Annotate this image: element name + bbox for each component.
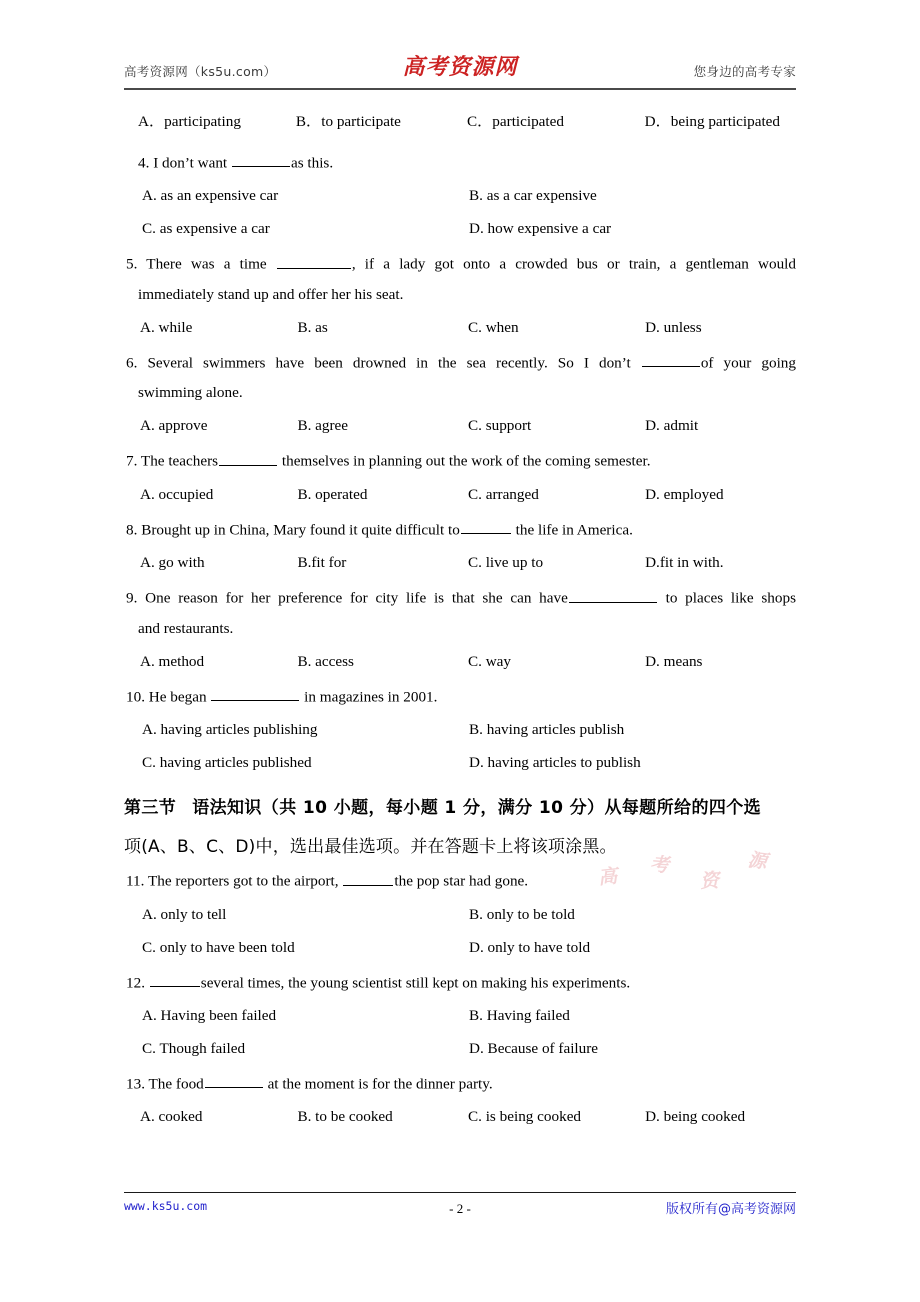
question-11-stem-after: the pop star had gone. <box>394 872 529 890</box>
answer-blank <box>219 450 277 465</box>
answer-blank <box>277 253 351 268</box>
header-logo: 高考资源网 <box>402 55 518 80</box>
question-4-options-row-1 <box>124 187 796 205</box>
answer-blank <box>150 972 200 987</box>
answer-blank <box>343 870 393 885</box>
option-d: D. being cooked <box>645 1108 746 1126</box>
question-5-stem-line-1 <box>124 253 796 273</box>
option-a: A. having articles publishing <box>142 721 318 739</box>
question-3-options <box>124 110 796 131</box>
question-13-stem-before: 13. The food <box>126 1075 204 1093</box>
question-4-stem <box>124 152 796 172</box>
question-6-stem-before: 6. Several swimmers have been drowned in the sea recently. So I don’t <box>126 354 641 372</box>
answer-blank <box>205 1073 263 1088</box>
answer-blank <box>642 352 700 367</box>
question-9-stem-before: 9. One reason for her preference for city life is that she can have <box>126 589 568 607</box>
option-d: D．being participated <box>644 113 781 130</box>
page-footer <box>124 1195 796 1221</box>
option-a: A. go with <box>140 554 205 572</box>
option-b: B．to participate <box>295 113 401 130</box>
option-d: D. only to have told <box>469 938 591 956</box>
question-10-stem-before: 10. He began <box>126 688 211 706</box>
question-8-stem-before: 8. Brought up in China, Mary found it quite difficult to <box>126 521 460 539</box>
option-d: D. how expensive a car <box>469 220 612 238</box>
question-10-options-row-2 <box>124 754 796 772</box>
watermark-char-3: 资 <box>699 869 720 893</box>
question-7-stem-before: 7. The teachers <box>126 452 219 470</box>
option-d: D. means <box>645 652 703 670</box>
question-10-stem-after: in magazines in 2001. <box>300 688 438 706</box>
option-d: D.fit in with. <box>645 554 724 572</box>
question-13-options <box>124 1108 796 1126</box>
question-5-stem-after: , if a lady got onto a crowded bus or train, a gentleman would <box>351 255 796 273</box>
header-slogan: 您身边的高考专家 <box>693 64 796 79</box>
question-4-stem-before: 4. I don’t want <box>138 154 231 172</box>
footer-page-number: - 2 - <box>449 1201 471 1216</box>
watermark-char-1: 高 <box>597 865 619 889</box>
answer-blank <box>211 686 299 701</box>
option-b: B. to be cooked <box>297 1108 393 1126</box>
option-a: A. occupied <box>140 485 214 503</box>
option-a: A. cooked <box>140 1108 203 1126</box>
question-7-stem <box>124 450 796 470</box>
header-site-name: 高考资源网（ks5u.com） <box>124 64 277 79</box>
question-5-stem-before: 5. There was a time <box>126 255 276 273</box>
question-9-stem-line-1 <box>124 587 796 607</box>
question-11-stem <box>124 870 796 890</box>
section-heading-line-2: 项(A、B、C、D)中，选出最佳选项。并在答题卡上将该项涂黑。 <box>124 837 617 858</box>
question-5-stem-line-2: immediately stand up and offer her his seat. <box>138 285 404 303</box>
option-d: D. employed <box>645 485 724 503</box>
question-8-stem-after: the life in America. <box>511 521 633 539</box>
footer-divider <box>124 1192 796 1193</box>
question-10-stem <box>124 686 796 706</box>
option-c: C. live up to <box>467 554 544 572</box>
watermark-char-2: 考 <box>649 853 670 877</box>
footer-website-link[interactable]: www.ks5u.com <box>124 1199 208 1213</box>
option-d: D. admit <box>645 417 699 435</box>
question-8-stem <box>124 519 796 539</box>
question-12-stem <box>124 972 796 992</box>
page-header <box>124 52 796 90</box>
option-b: B. as <box>297 318 328 336</box>
option-a: A. as an expensive car <box>142 187 279 205</box>
question-12-stem-after: several times, the young scientist still kept on making his experiments. <box>200 973 631 991</box>
question-12-options-row-1 <box>124 1007 796 1025</box>
option-c: C. Though failed <box>142 1039 246 1057</box>
option-c: C．participated <box>466 113 564 130</box>
option-a: A. approve <box>140 417 208 435</box>
question-11-stem-before: 11. The reporters got to the airport, <box>126 872 343 890</box>
answer-blank <box>461 519 511 534</box>
option-c: C. having articles published <box>142 754 312 772</box>
exam-content <box>124 110 796 1126</box>
option-b: B. having articles publish <box>469 721 625 739</box>
question-13-stem <box>124 1073 796 1093</box>
question-11-options-row-2 <box>124 939 796 957</box>
question-7-stem-after: themselves in planning out the work of the coming semester. <box>278 452 651 470</box>
question-11-options-row-1 <box>124 906 796 924</box>
option-b: B. operated <box>297 485 368 503</box>
option-a: A. while <box>140 318 193 336</box>
option-b: B.fit for <box>297 554 347 572</box>
question-13-stem-after: at the moment is for the dinner party. <box>263 1075 493 1093</box>
option-a: A. method <box>140 652 205 670</box>
option-d: D. Because of failure <box>469 1039 599 1057</box>
section-title: 第三节 <box>124 798 177 819</box>
option-c: C. only to have been told <box>142 938 295 956</box>
question-9-stem-after: to places like shops <box>657 589 796 607</box>
question-12-options-row-2 <box>124 1040 796 1058</box>
option-c: C. is being cooked <box>467 1108 582 1126</box>
question-6-stem-line-2: swimming alone. <box>138 384 243 402</box>
footer-copyright: 版权所有@高考资源网 <box>665 1202 796 1217</box>
question-6-stem-after: of your going <box>700 354 796 372</box>
question-5-options <box>124 319 796 337</box>
question-12-stem-before: 12. <box>126 973 149 991</box>
option-d: D. having articles to publish <box>469 754 641 772</box>
answer-blank <box>232 152 290 167</box>
section-heading-line-1 <box>124 793 796 818</box>
section-description: 语法知识（共 10 小题，每小题 1 分，满分 10 分）从每题所给的四个选 <box>192 798 762 819</box>
question-4-stem-after: as this. <box>290 154 334 172</box>
option-b: B. agree <box>297 417 349 435</box>
header-divider <box>124 88 796 90</box>
option-b: B. as a car expensive <box>469 187 597 205</box>
question-4-options-row-2 <box>124 220 796 238</box>
option-c: C. arranged <box>467 485 539 503</box>
option-c: C. when <box>467 318 519 336</box>
answer-blank <box>569 587 657 602</box>
question-7-options <box>124 486 796 504</box>
question-9-stem-line-2: and restaurants. <box>138 619 234 637</box>
question-8-options <box>124 554 796 572</box>
option-a: A. only to tell <box>142 905 227 923</box>
option-d: D. unless <box>645 318 702 336</box>
option-c: C. support <box>467 417 532 435</box>
question-10-options-row-1 <box>124 721 796 739</box>
option-a: A. Having been failed <box>142 1006 277 1024</box>
option-a: A．participating <box>138 113 241 130</box>
question-9-options <box>124 653 796 671</box>
option-c: C. as expensive a car <box>142 220 270 238</box>
watermark-char-4: 源 <box>746 848 769 874</box>
option-b: B. only to be told <box>469 905 575 923</box>
option-b: B. Having failed <box>469 1006 570 1024</box>
option-c: C. way <box>467 652 512 670</box>
option-b: B. access <box>297 652 354 670</box>
question-6-options <box>124 417 796 435</box>
question-6-stem-line-1 <box>124 352 796 372</box>
